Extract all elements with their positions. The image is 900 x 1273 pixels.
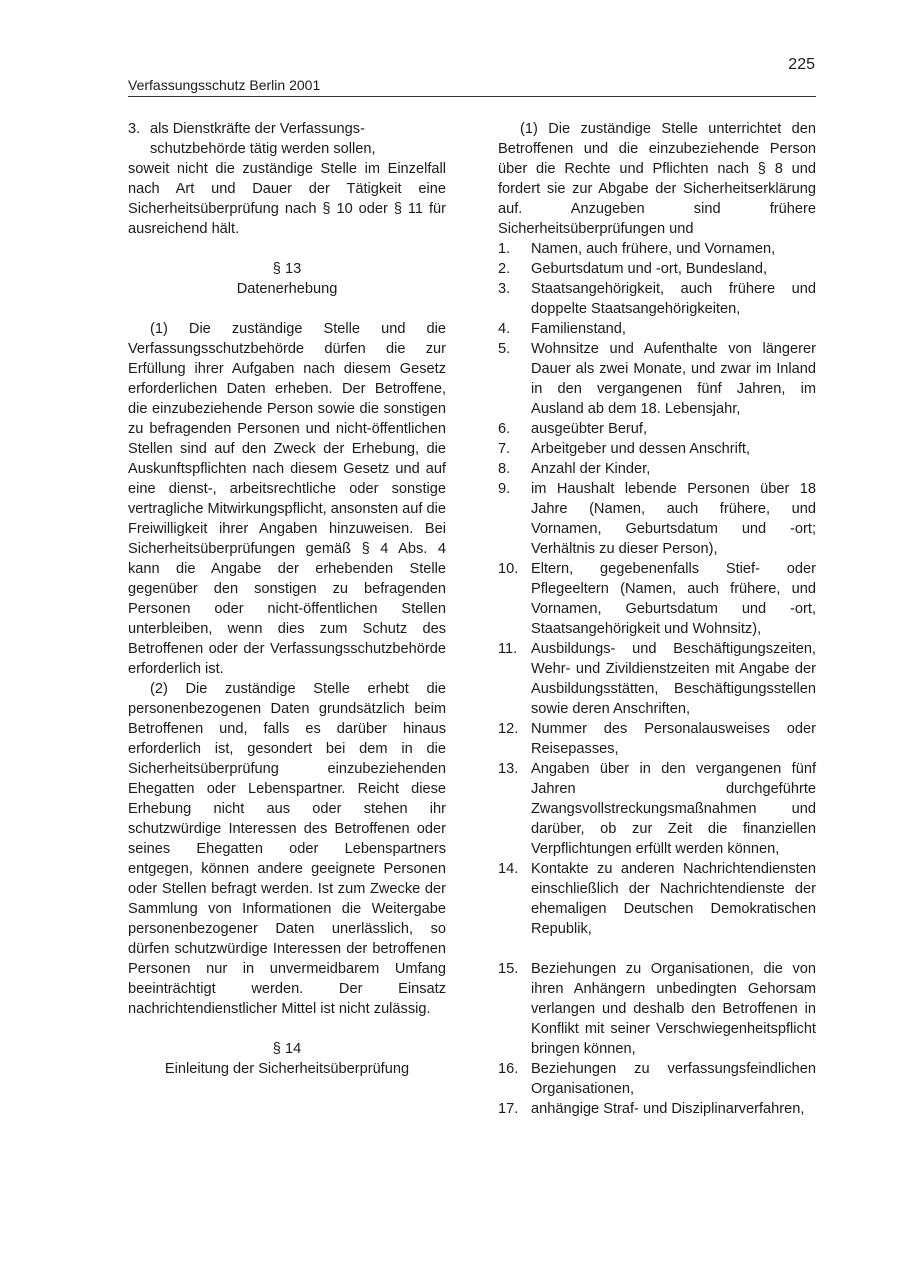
list-item: 14. Kontakte zu anderen Nachrichtendiensten einschließlich der Nachrichtendienste der ehemaligen Deutschen Demokratischen Republik, [498,861,816,937]
list-item: 11. Ausbildungs- und Beschäftigungszeiten, Wehr- und Zivildienstzeiten mit Angabe der Ausbildungsstätten, Beschäftigungsstellen sowie deren Anschriften, [498,641,816,717]
list-item: 6. ausgeübter Beruf, [498,421,648,437]
left-column [128,119,446,1079]
list-item-number: 3. [128,121,141,137]
section-14-paragraph-1: (1) Die zuständige Stelle unterrichtet den Betroffenen und die einzubeziehende Person über die Rechte und Pflichten nach § 8 und fordert sie zur Abgabe der Sicherheitserklärung auf. Anzugeben sind frühere Sicherheitsüberprüfungen und [498,121,816,237]
list-item: 10. Eltern, gegebenenfalls Stief- oder Pflegeeltern (Namen, auch frühere, und Vornamen, Geburtsdatum und -ort, Staatsangehörigkeit und Wohnsitz), [498,561,816,637]
list-item-3 [128,119,446,159]
section-14-number: § 14 [272,1041,302,1057]
list-item: 16. Beziehungen zu verfassungsfeindlichen Organisationen, [498,1061,816,1097]
section-13-title: Datenerhebung [236,281,338,297]
list-item: 2. Geburtsdatum und -ort, Bundesland, [498,261,768,277]
section-14-title: Einleitung der Sicherheitsüberprüfung [164,1061,410,1077]
page-number: 225 [788,56,815,73]
list-item: 9. im Haushalt lebende Personen über 18 Jahre (Namen, auch frühere, und Vornamen, Geburtsdatum und -ort; Verhältnis zu dieser Person), [498,481,816,557]
list-item: 4. Familienstand, [498,321,626,337]
list-item: 15. Beziehungen zu Organisationen, die von ihren Anhängern unbedingten Gehorsam verlangen und deshalb den Betroffenen in Konflikt mit seiner Verschwiegenheitspflicht bringen können, [498,961,816,1057]
list-item: 3. Staatsangehörigkeit, auch frühere und doppelte Staatsangehörigkeiten, [498,281,816,317]
section-13-number: § 13 [272,261,302,277]
list-item: 13. Angaben über in den vergangenen fünf Jahren durchgeführte Zwangsvollstreckungsmaßnahmen und darüber, ob zur Zeit die finanziellen Verpflichtungen erfüllt werden können, [498,761,816,857]
header-rule [128,96,816,97]
list-item: 7. Arbeitgeber und dessen Anschrift, [498,441,751,457]
right-column [498,119,816,1119]
running-header: Verfassungsschutz Berlin 2001 [128,77,321,93]
section-13-paragraph-1: (1) Die zuständige Stelle und die Verfassungsschutzbehörde dürfen die zur Erfüllung ihrer Aufgaben nach diesem Gesetz erforderlichen Daten erheben. Der Betroffene, die einzubeziehende Person sowie die sonstigen zu befragenden Personen und nicht-öffentlichen Stellen sind auf den Zweck der Erhebung, die Auskunftspflichten nach diesem Gesetz und auf eine dienst-, arbeitsrechtliche oder sonstige vertragliche Mitwirkungspflicht, ansonsten auf die Freiwilligkeit ihrer Angaben hinzuweisen. Bei Sicherheitsüberprüfungen gemäß § 4 Abs. 4 kann die Angabe der erhebenden Stelle gegenüber den sonstigen zu befragenden Personen oder nicht-öffentlichen Stellen unterbleiben, wenn dies zum Schutz des Betroffenen oder der Verfassungsschutzbehörde erforderlich ist. [128,321,446,677]
section-13-paragraph-2: (2) Die zuständige Stelle erhebt die personenbezogenen Daten grundsätzlich beim Betroffenen und, falls es darüber hinaus erforderlich ist, gesondert bei dem in die Sicherheitsüberprüfung einzubeziehenden Ehegatten oder Lebenspartner. Reicht diese Erhebung nicht aus oder stehen ihr schutzwürdige Interessen des Betroffenen oder seines Ehegatten oder Lebenspartners entgegen, können andere geeignete Personen oder Stellen befragt werden. Ist zum Zwecke der Sammlung von Informationen die Weitergabe personenbezogener Daten unerlässlich, so dürfen schutzwürdige Interessen der betroffenen Personen nur in unvermeidbarem Umfang beeinträchtigt werden. Der Einsatz nachrichtendienstlicher Mittel ist nicht zulässig. [128,681,446,1017]
list-item: 5. Wohnsitze und Aufenthalte von längerer Dauer als zwei Monate, und zwar im Inland in den vergangenen fünf Jahren, im Ausland ab dem 18. Lebensjahr, [498,341,816,417]
data-list [498,239,816,1119]
list-item: 1. Namen, auch frühere, und Vornamen, [498,241,776,257]
list-item: 17. anhängige Straf- und Disziplinarverfahren, [498,1101,805,1117]
item3-continuation: soweit nicht die zuständige Stelle im Einzelfall nach Art und Dauer der Tätigkeit eine Sicherheitsüberprüfung nach § 10 oder § 11 für ausreichend hält. [128,161,446,237]
list-item-text: als Dienstkräfte der Verfassungs- schutzbehörde tätig werden sollen, [150,121,376,157]
list-item: 8. Anzahl der Kinder, [498,461,651,477]
list-item: 12. Nummer des Personalausweises oder Reisepasses, [498,721,816,757]
